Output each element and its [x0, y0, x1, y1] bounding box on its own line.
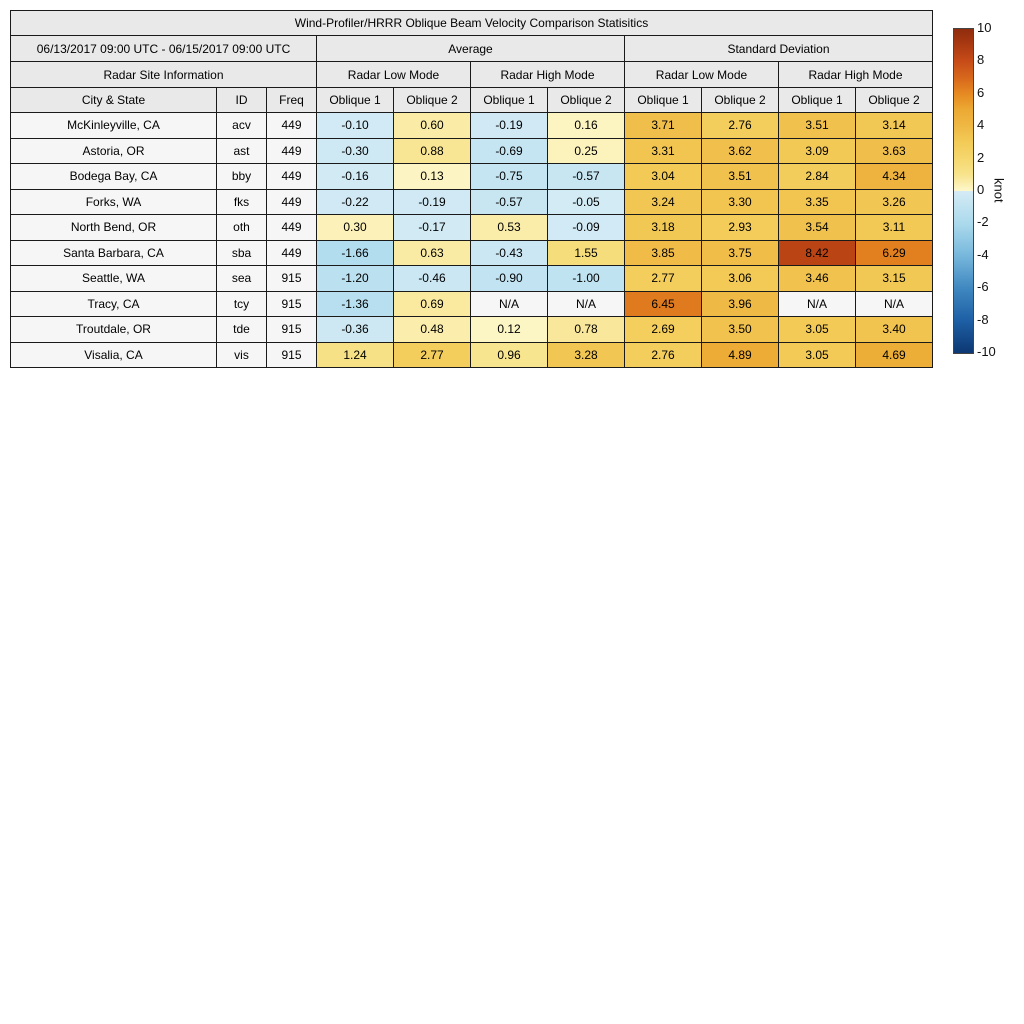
table-row: [11, 138, 933, 164]
value-cell: 0.13: [394, 164, 471, 190]
city-cell: Forks, WA: [11, 189, 217, 215]
value-cell: 3.31: [625, 138, 702, 164]
colorbar-tick-label: 10: [977, 20, 992, 35]
freq-cell: 449: [267, 164, 317, 190]
value-cell: 3.50: [702, 317, 779, 343]
value-cell: -0.30: [317, 138, 394, 164]
table-row: [11, 189, 933, 215]
colorbar-tick-label: 8: [977, 52, 985, 68]
id-cell: sba: [217, 240, 267, 266]
value-cell: 2.76: [702, 113, 779, 139]
value-cell: 3.51: [702, 164, 779, 190]
city-cell: Visalia, CA: [11, 342, 217, 368]
value-cell: -0.57: [548, 164, 625, 190]
col-header-city-state: City & State: [11, 88, 217, 113]
colorbar-unit-label: knot: [991, 177, 1007, 203]
colorbar-tick-label: -8: [977, 311, 989, 327]
value-cell: -0.22: [317, 189, 394, 215]
value-cell: N/A: [856, 291, 933, 317]
freq-cell: 449: [267, 215, 317, 241]
value-cell: 2.77: [625, 266, 702, 292]
col-header-id: ID: [217, 88, 267, 113]
value-cell: -0.75: [471, 164, 548, 190]
value-cell: -0.69: [471, 138, 548, 164]
value-cell: N/A: [779, 291, 856, 317]
colorbar-tick-label: -10: [977, 344, 996, 359]
value-cell: 2.77: [394, 342, 471, 368]
id-cell: tcy: [217, 291, 267, 317]
header-avg-low-mode: Radar Low Mode: [317, 62, 471, 88]
value-cell: N/A: [471, 291, 548, 317]
value-cell: -0.46: [394, 266, 471, 292]
col-header-oblique1: Oblique 1: [779, 88, 856, 113]
value-cell: 3.96: [702, 291, 779, 317]
value-cell: N/A: [548, 291, 625, 317]
value-cell: 0.60: [394, 113, 471, 139]
value-cell: 3.54: [779, 215, 856, 241]
id-cell: vis: [217, 342, 267, 368]
colorbar: [953, 28, 974, 354]
value-cell: 0.30: [317, 215, 394, 241]
value-cell: -1.00: [548, 266, 625, 292]
value-cell: 3.11: [856, 215, 933, 241]
city-cell: North Bend, OR: [11, 215, 217, 241]
value-cell: 2.93: [702, 215, 779, 241]
value-cell: -0.43: [471, 240, 548, 266]
value-cell: 2.76: [625, 342, 702, 368]
value-cell: 0.69: [394, 291, 471, 317]
id-cell: oth: [217, 215, 267, 241]
freq-cell: 449: [267, 240, 317, 266]
city-cell: Troutdale, OR: [11, 317, 217, 343]
value-cell: -0.17: [394, 215, 471, 241]
statistics-table: [10, 10, 933, 368]
value-cell: 3.46: [779, 266, 856, 292]
value-cell: -1.36: [317, 291, 394, 317]
value-cell: 3.05: [779, 317, 856, 343]
value-cell: 2.84: [779, 164, 856, 190]
city-cell: Bodega Bay, CA: [11, 164, 217, 190]
col-header-oblique2: Oblique 2: [702, 88, 779, 113]
freq-cell: 915: [267, 291, 317, 317]
value-cell: 0.88: [394, 138, 471, 164]
city-cell: Tracy, CA: [11, 291, 217, 317]
value-cell: 3.06: [702, 266, 779, 292]
value-cell: 3.24: [625, 189, 702, 215]
value-cell: 3.15: [856, 266, 933, 292]
value-cell: 0.25: [548, 138, 625, 164]
id-cell: tde: [217, 317, 267, 343]
value-cell: 3.18: [625, 215, 702, 241]
id-cell: sea: [217, 266, 267, 292]
col-header-oblique2: Oblique 2: [394, 88, 471, 113]
col-header-freq: Freq: [267, 88, 317, 113]
value-cell: -0.90: [471, 266, 548, 292]
value-cell: 0.78: [548, 317, 625, 343]
value-cell: 3.51: [779, 113, 856, 139]
value-cell: 0.16: [548, 113, 625, 139]
value-cell: 3.85: [625, 240, 702, 266]
col-header-oblique2: Oblique 2: [856, 88, 933, 113]
value-cell: 3.75: [702, 240, 779, 266]
value-cell: 0.63: [394, 240, 471, 266]
value-cell: 3.35: [779, 189, 856, 215]
header-standard-deviation: Standard Deviation: [625, 36, 933, 62]
id-cell: ast: [217, 138, 267, 164]
value-cell: 3.09: [779, 138, 856, 164]
value-cell: 3.30: [702, 189, 779, 215]
value-cell: 3.05: [779, 342, 856, 368]
freq-cell: 915: [267, 342, 317, 368]
table-row: [11, 240, 933, 266]
value-cell: -0.09: [548, 215, 625, 241]
table-row: [11, 291, 933, 317]
value-cell: -1.20: [317, 266, 394, 292]
table-row: [11, 215, 933, 241]
time-period: 06/13/2017 09:00 UTC - 06/15/2017 09:00 UTC: [11, 36, 317, 62]
value-cell: 0.53: [471, 215, 548, 241]
id-cell: bby: [217, 164, 267, 190]
value-cell: 3.28: [548, 342, 625, 368]
col-header-oblique1: Oblique 1: [625, 88, 702, 113]
col-header-oblique1: Oblique 1: [317, 88, 394, 113]
freq-cell: 449: [267, 138, 317, 164]
col-header-oblique2: Oblique 2: [548, 88, 625, 113]
value-cell: 3.26: [856, 189, 933, 215]
freq-cell: 449: [267, 189, 317, 215]
id-cell: acv: [217, 113, 267, 139]
freq-cell: 915: [267, 266, 317, 292]
header-radar-site-info: Radar Site Information: [11, 62, 317, 88]
value-cell: 3.14: [856, 113, 933, 139]
value-cell: 6.45: [625, 291, 702, 317]
city-cell: Santa Barbara, CA: [11, 240, 217, 266]
value-cell: -0.57: [471, 189, 548, 215]
value-cell: 3.71: [625, 113, 702, 139]
value-cell: 4.89: [702, 342, 779, 368]
header-avg-high-mode: Radar High Mode: [471, 62, 625, 88]
value-cell: 0.12: [471, 317, 548, 343]
value-cell: -0.19: [394, 189, 471, 215]
colorbar-tick-label: 2: [977, 149, 985, 165]
value-cell: 6.29: [856, 240, 933, 266]
value-cell: 8.42: [779, 240, 856, 266]
table-row: [11, 317, 933, 343]
value-cell: 1.24: [317, 342, 394, 368]
colorbar-tick-label: 4: [977, 117, 985, 133]
table-row: [11, 164, 933, 190]
table-row: [11, 266, 933, 292]
value-cell: -1.66: [317, 240, 394, 266]
value-cell: 0.48: [394, 317, 471, 343]
value-cell: 3.63: [856, 138, 933, 164]
table-title: Wind-Profiler/HRRR Oblique Beam Velocity Comparison Statisitics: [11, 11, 933, 36]
value-cell: 3.40: [856, 317, 933, 343]
value-cell: -0.19: [471, 113, 548, 139]
value-cell: -0.10: [317, 113, 394, 139]
table-row: [11, 342, 933, 368]
city-cell: Astoria, OR: [11, 138, 217, 164]
header-std-low-mode: Radar Low Mode: [625, 62, 779, 88]
colorbar-tick-label: -6: [977, 279, 989, 295]
value-cell: 3.04: [625, 164, 702, 190]
header-average: Average: [317, 36, 625, 62]
colorbar-tick-label: -2: [977, 214, 989, 230]
value-cell: 1.55: [548, 240, 625, 266]
value-cell: -0.16: [317, 164, 394, 190]
city-cell: Seattle, WA: [11, 266, 217, 292]
freq-cell: 915: [267, 317, 317, 343]
table-row: [11, 113, 933, 139]
value-cell: 4.69: [856, 342, 933, 368]
value-cell: -0.05: [548, 189, 625, 215]
city-cell: McKinleyville, CA: [11, 113, 217, 139]
value-cell: 4.34: [856, 164, 933, 190]
colorbar-tick-label: 6: [977, 84, 985, 100]
freq-cell: 449: [267, 113, 317, 139]
header-std-high-mode: Radar High Mode: [779, 62, 933, 88]
col-header-oblique1: Oblique 1: [471, 88, 548, 113]
value-cell: 3.62: [702, 138, 779, 164]
value-cell: -0.36: [317, 317, 394, 343]
value-cell: 0.96: [471, 342, 548, 368]
colorbar-tick-label: 0: [977, 182, 985, 197]
id-cell: fks: [217, 189, 267, 215]
colorbar-tick-label: -4: [977, 246, 989, 262]
value-cell: 2.69: [625, 317, 702, 343]
